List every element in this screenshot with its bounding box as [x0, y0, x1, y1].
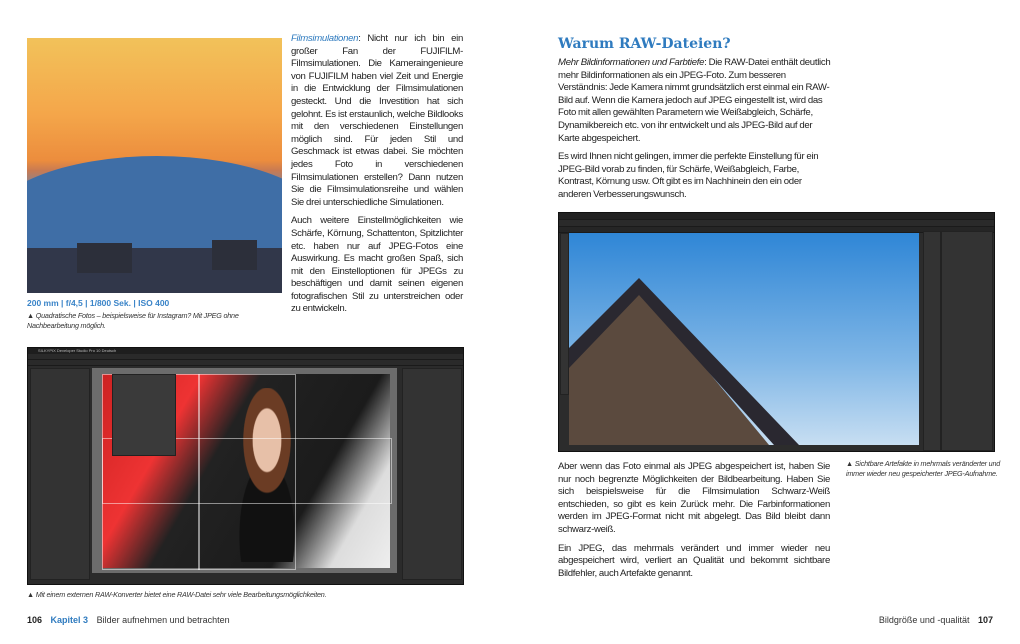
menu-bar	[559, 213, 994, 220]
screenshot-caption: ▲ Sichtbare Artefakte in mehrmals veränderter und immer wieder neu gespeicherter JPEG-Aufnahme.	[846, 459, 1001, 478]
left-panel	[30, 368, 90, 580]
paragraph: Auch weitere Einstellmöglichkeiten wie Schärfe, Körnung, Schattenton, Spitzlichter etc. haben nur auf JPEG-Fotos eine Auswirkung. Es macht großen Spaß, sich mit den Einstelloptionen für JPEGs zu beschäftigen und damit seinen eigenen fotografischen Stil zu unterstreichen oder zu entwickeln.	[291, 215, 463, 315]
properties-panel	[941, 231, 993, 451]
right-text-bottom	[558, 461, 830, 586]
paragraph: : Die RAW-Datei enthält deutlich mehr Bildinformationen als ein JPEG-Foto. Zum besseren Verständnis: Jede Kamera nimmt grundsätzlich erst einmal ein RAW-Bild auf. Wenn die Kamera jedoch auf JPEG eingestellt ist, wird das Foto mit allen gewählten Parametern wie Weißabgleich, Schärfe, Dynamikbereich etc. von ihr entwickelt und als JPEG-Bild auf der Karte abgespeichert.	[558, 57, 831, 144]
window-title: SILKYPIX Developer Studio Pro 10 Deutsch	[28, 348, 463, 354]
chapter-label: Kapitel 3	[50, 615, 89, 625]
tone-curve-dialog	[112, 374, 176, 456]
left-text-column	[291, 33, 463, 322]
icon-panel	[923, 231, 941, 451]
image-canvas	[92, 368, 397, 573]
section-heading: Warum RAW-Dateien?	[558, 36, 731, 52]
sunset-landscape-photo	[27, 38, 282, 293]
section-title: Bildgröße und -qualität	[878, 615, 970, 625]
right-panel	[402, 368, 462, 580]
options-bar	[559, 220, 994, 227]
filmsimulationen-lead: Filmsimulationen	[291, 33, 359, 44]
right-text-top	[558, 57, 834, 208]
paragraph: : Nicht nur ich bin ein großer Fan der FUJIFILM-Filmsimulationen. Die Kameraingenieure von FUJIFILM haben viel Zeit und Energie in die Entwicklung der Filmsimulationen gesteckt. Und die Investition hat sich gelohnt. Es ist erstaunlich, welche Bildlooks mit den verschiedenen Einstellungen möglich sind. Für jeden Stil und Geschmack ist etwas dabei. Sie möchten jedes Foto in verschiedenen Filmsimulationen erstellen? Dann nutzen Sie die Filmsimulationsreihe und wählen Sie drei unterschiedliche Simulationen.	[291, 33, 463, 208]
tools-panel	[560, 233, 569, 395]
photo-exif: 200 mm | f/4,5 | 1/800 Sek. | ISO 400	[27, 298, 170, 308]
photoshop-screenshot	[558, 212, 995, 452]
paragraph: Aber wenn das Foto einmal als JPEG abgespeichert ist, haben Sie nur noch begrenzte Möglichkeiten der Bildbearbeitung. Haben Sie sich beispielsweise für die Filmsimulation Schwarz-Weiß entschieden, so gibt es kein Zurück mehr. Die Farbinformationen werden im JPEG-Format nicht mit abgelegt. Das Bild bleibt dann schwarz-weiß.	[558, 461, 830, 535]
paragraph: Es wird Ihnen nicht gelingen, immer die perfekte Einstellung für ein JPEG-Bild vorab zu finden, für Schärfe, Weißabgleich, Farbe, Kontrast, Körnung usw. Oft gibt es im Nachhinein den ein oder anderen Verbesserungswunsch.	[558, 151, 819, 200]
toolbar	[28, 360, 463, 366]
left-footer	[27, 615, 230, 625]
page-number: 107	[977, 615, 993, 625]
screenshot-caption: ▲ Mit einem externen RAW-Konverter bietet eine RAW-Datei sehr viele Bearbeitungsmöglichkeiten.	[27, 590, 327, 599]
lead: Mehr Bildinformationen und Farbtiefe	[558, 57, 705, 68]
page-number: 106	[27, 615, 43, 625]
raw-converter-screenshot	[27, 347, 464, 585]
photo-caption: ▲ Quadratische Fotos – beispielsweise für Instagram? Mit JPEG ohne Nachbearbeitung möglich.	[27, 311, 239, 330]
artefact-photo	[569, 233, 919, 445]
right-footer	[879, 615, 993, 625]
chapter-title: Bilder aufnehmen und betrachten	[96, 615, 230, 625]
paragraph: Ein JPEG, das mehrmals verändert und immer wieder neu abgespeichert wird, verliert an Qualität und bekommt sichtbare Bildfehler, auch Artefakte genannt.	[558, 542, 830, 579]
